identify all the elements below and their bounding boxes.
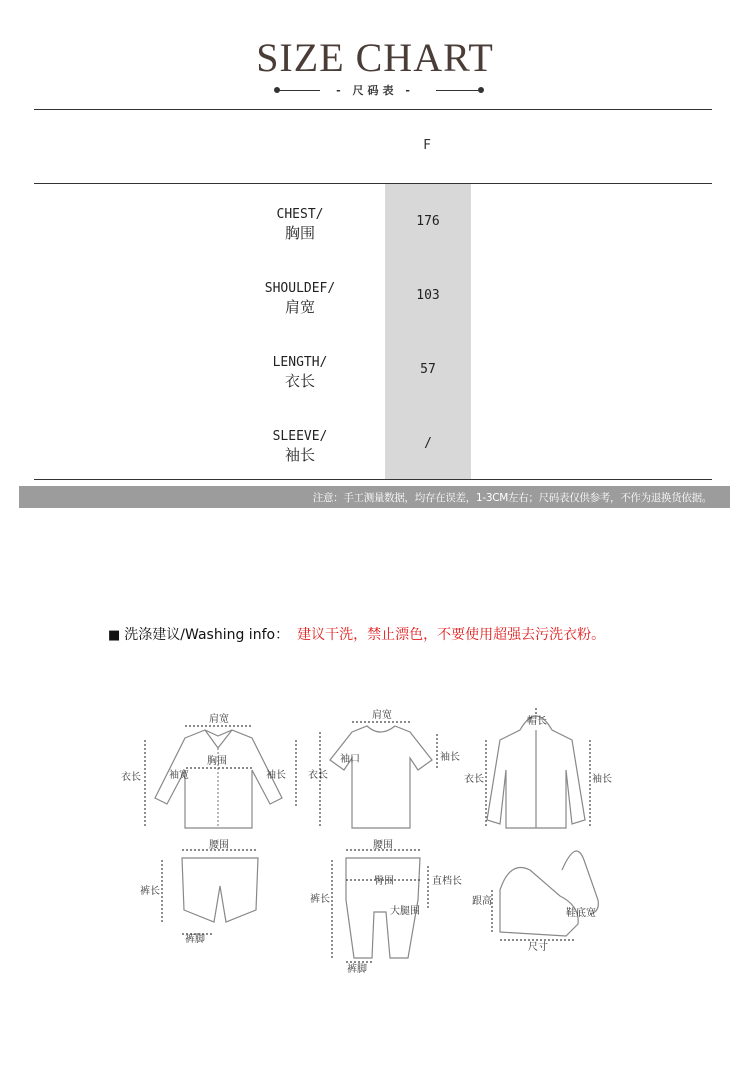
- diagram-label-trousers-thigh: 大腿围: [390, 906, 420, 917]
- measurement-note-bar: [19, 486, 730, 508]
- row-label-cn: 肩宽: [284, 298, 315, 316]
- subtitle-row: [0, 82, 750, 100]
- diagram-label-shirt-shoulder: 肩宽: [209, 714, 229, 725]
- diagram-label-hoodie-sleeve: 袖长: [592, 774, 612, 785]
- washing-advice: 建议干洗，禁止漂色，不要使用超强去污洗衣粉。: [297, 627, 606, 643]
- row-value-sleeve: /: [424, 436, 432, 451]
- size-column-header: F: [423, 138, 431, 153]
- diagram-label-hoodie-hat: 帽长: [527, 716, 547, 727]
- diagram-label-shoe-heel: 跟高: [472, 896, 492, 907]
- diagram-label-trousers-waist: 腰围: [373, 840, 393, 851]
- diagram-label-trousers-rise: 直档长: [432, 876, 462, 887]
- page-subtitle: - 尺码表 -: [336, 84, 414, 97]
- washing-info: [108, 624, 605, 644]
- diagram-label-shirt-length: 衣长: [121, 772, 141, 783]
- diagram-label-tshirt-shoulder: 肩宽: [372, 710, 392, 721]
- row-label-sleeve: [230, 427, 370, 465]
- diagram-label-shoe-size: 尺寸: [528, 942, 548, 953]
- table-header-rule: [34, 183, 712, 184]
- ornament-line: [436, 90, 478, 91]
- row-value-chest: 176: [416, 214, 440, 229]
- row-label-cn: 袖长: [284, 446, 315, 464]
- row-label-en: LENGTH/: [272, 355, 328, 370]
- row-label-cn: 胸围: [284, 224, 315, 242]
- row-value-length: 57: [420, 362, 436, 377]
- ornament-dot: [478, 87, 484, 93]
- row-label-cn: 衣长: [284, 372, 315, 390]
- measurement-note: 注意：手工测量数据，均存在误差，1-3CM左右；尺码表仅供参考，不作为退换货依据。: [312, 492, 712, 504]
- diagram-label-shoe-sole-width: 鞋底宽: [566, 908, 596, 919]
- tshirt-diagram: [320, 722, 437, 828]
- row-label-en: SHOULDEF/: [264, 281, 336, 296]
- row-label-length: [230, 353, 370, 391]
- diagram-label-shorts-waist: 腰围: [209, 840, 229, 851]
- row-label-en: CHEST/: [276, 207, 324, 222]
- diagram-label-tshirt-length: 衣长: [308, 770, 328, 781]
- table-top-rule: [34, 109, 712, 110]
- diagram-label-shirt-sleeve-width: 袖宽: [169, 770, 189, 781]
- shorts-diagram: [162, 850, 258, 934]
- diagram-label-shorts-hem: 裤脚: [185, 934, 205, 945]
- diagram-label-tshirt-sleeve: 袖长: [440, 752, 460, 763]
- diagram-label-trousers-length: 裤长: [310, 894, 330, 905]
- measurement-diagrams: [0, 700, 750, 980]
- diagram-label-shirt-sleeve: 袖长: [266, 770, 286, 781]
- square-bullet-icon: ■: [108, 628, 121, 643]
- row-value-shoulder: 103: [416, 288, 440, 303]
- diagram-label-tshirt-cuff: 袖口: [340, 754, 360, 765]
- diagram-label-trousers-hip: 臀围: [374, 876, 394, 887]
- table-bottom-rule: [34, 479, 712, 480]
- diagram-label-shorts-length: 裤长: [140, 886, 160, 897]
- row-label-en: SLEEVE/: [272, 429, 328, 444]
- washing-label: 洗涤建议/Washing info：: [124, 627, 290, 643]
- shoe-diagram: [492, 851, 598, 940]
- row-label-chest: [230, 205, 370, 243]
- page-title: SIZE CHART: [256, 35, 494, 80]
- diagram-label-hoodie-length: 衣长: [464, 774, 484, 785]
- row-label-shoulder: [230, 279, 370, 317]
- diagram-label-trousers-hem: 裤脚: [347, 964, 367, 975]
- diagram-label-shirt-chest: 胸围: [207, 756, 227, 767]
